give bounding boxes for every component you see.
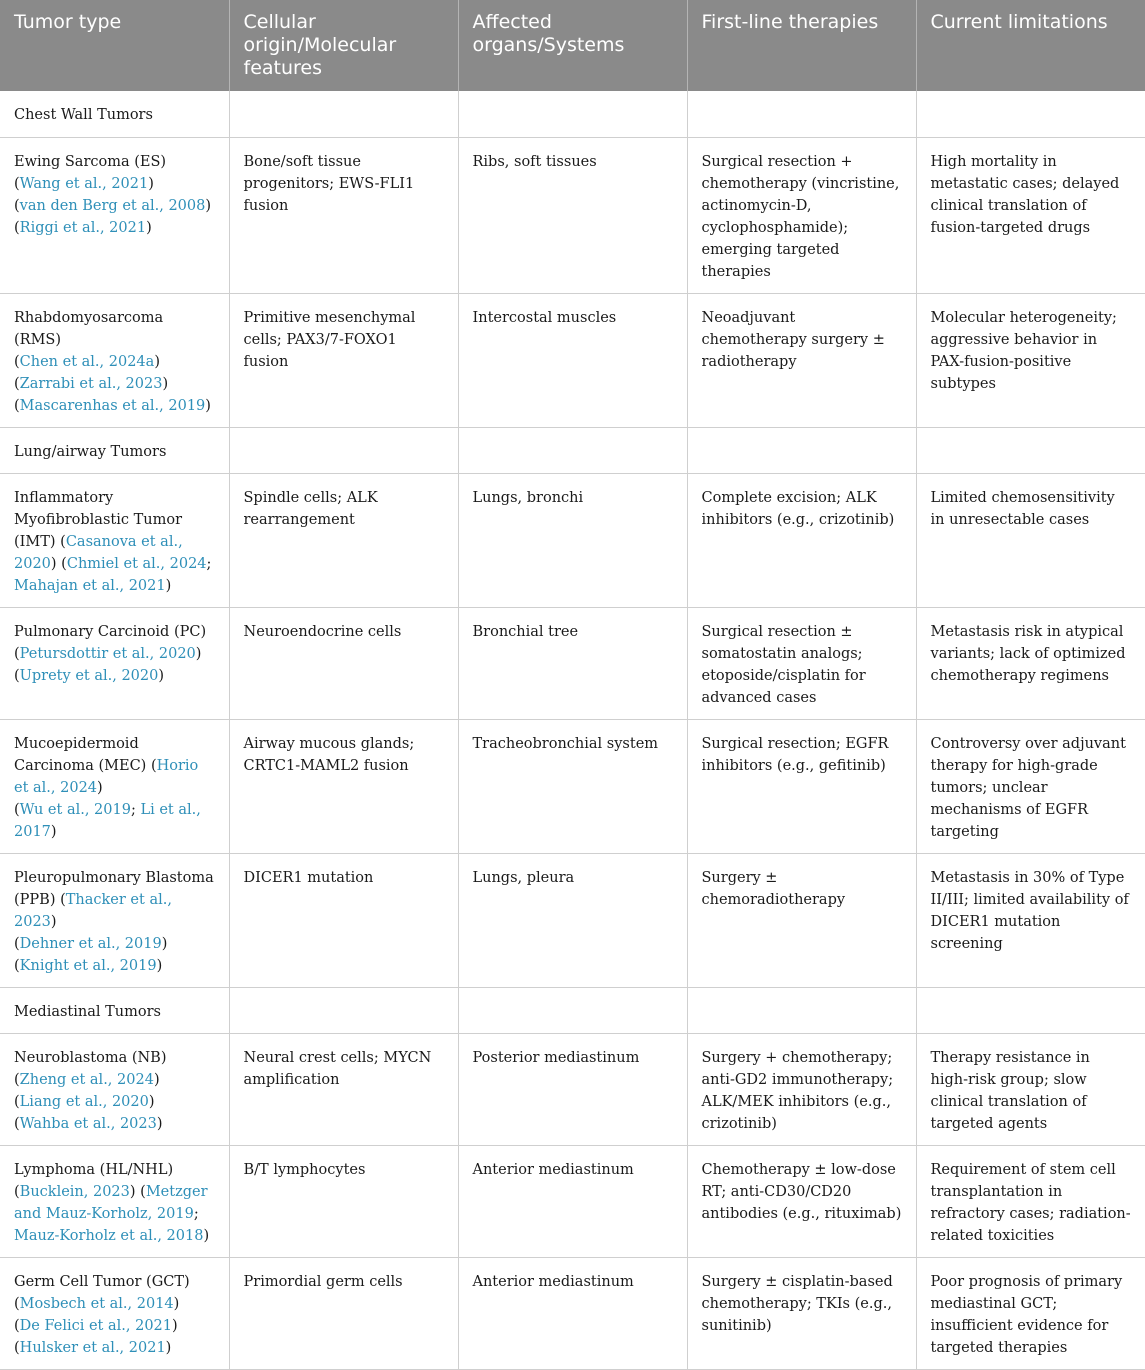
header-first-line-therapies: First-line therapies	[687, 0, 916, 91]
citation-link[interactable]: De Felici et al., 2021	[19, 1317, 173, 1334]
tumor-text: )	[156, 1115, 163, 1132]
citation-link[interactable]: Zheng et al., 2024	[19, 1071, 154, 1088]
empty-cell	[458, 987, 687, 1033]
empty-cell	[458, 427, 687, 473]
citation-link[interactable]: van den Berg et al., 2008	[19, 197, 206, 214]
tumor-text: (	[14, 1317, 20, 1334]
tumor-text: )	[173, 1295, 180, 1312]
section-label: Lung/airway Tumors	[0, 427, 229, 473]
cell-first-line-therapies: Surgical resection + chemotherapy (vincristine, actinomycin-D, cyclophosphamide); emerging targeted therapies	[687, 137, 916, 293]
cell-affected-organs: Tracheobronchial system	[458, 719, 687, 853]
cell-first-line-therapies: Surgical resection ± somatostatin analogs; etoposide/cisplatin for advanced cases	[687, 607, 916, 719]
tumor-text: (	[14, 667, 20, 684]
tumor-text: Neuroblastoma (NB)	[14, 1049, 167, 1066]
table-row	[0, 719, 1145, 853]
cell-affected-organs: Lungs, pleura	[458, 853, 687, 987]
cell-cellular-origin: Primordial germ cells	[229, 1257, 458, 1369]
tumor-text: )	[205, 197, 212, 214]
cell-current-limitations: High mortality in metastatic cases; delayed clinical translation of fusion-targeted drugs	[916, 137, 1145, 293]
empty-cell	[229, 91, 458, 137]
citation-link[interactable]: Wu et al., 2019	[19, 801, 131, 818]
cell-tumor-type	[0, 607, 229, 719]
tumor-text: )	[195, 645, 202, 662]
cell-affected-organs: Anterior mediastinum	[458, 1145, 687, 1257]
cell-cellular-origin: Bone/soft tissue progenitors; EWS-FLI1 fusion	[229, 137, 458, 293]
tumor-text: Pulmonary Carcinoid (PC)	[14, 623, 207, 640]
header-tumor-type: Tumor type	[0, 0, 229, 91]
cell-first-line-therapies: Surgery ± chemoradiotherapy	[687, 853, 916, 987]
tumor-text: ;	[206, 555, 212, 572]
cell-current-limitations: Controversy over adjuvant therapy for high-grade tumors; unclear mechanisms of EGFR targeting	[916, 719, 1145, 853]
tumor-text: )	[148, 175, 154, 192]
cell-tumor-type	[0, 137, 229, 293]
tumor-text: (	[14, 957, 20, 974]
citation-link[interactable]: Chmiel et al., 2024	[66, 555, 207, 572]
cell-cellular-origin: Neuroendocrine cells	[229, 607, 458, 719]
citation-link[interactable]: Mahajan et al., 2021	[14, 577, 166, 594]
cell-cellular-origin: Neural crest cells; MYCN amplification	[229, 1033, 458, 1145]
citation-link[interactable]: Chen et al., 2024a	[19, 353, 155, 370]
cell-cellular-origin: Spindle cells; ALK rearrangement	[229, 473, 458, 607]
section-label: Mediastinal Tumors	[0, 987, 229, 1033]
tumor-text: Inflammatory Myofibroblastic Tumor (IMT) (	[14, 489, 183, 550]
table-row	[0, 607, 1145, 719]
tumor-text: )	[50, 823, 57, 840]
cell-cellular-origin: B/T lymphocytes	[229, 1145, 458, 1257]
cell-cellular-origin: DICER1 mutation	[229, 853, 458, 987]
cell-cellular-origin: Airway mucous glands; CRTC1-MAML2 fusion	[229, 719, 458, 853]
tumor-text: )	[162, 375, 169, 392]
empty-cell	[916, 987, 1145, 1033]
tumor-text: (	[14, 197, 20, 214]
cell-affected-organs: Intercostal muscles	[458, 293, 687, 427]
header-cellular-origin: Cellular origin/Molecular features	[229, 0, 458, 91]
table-header	[0, 0, 1145, 91]
empty-cell	[229, 987, 458, 1033]
tumor-text: )	[165, 1339, 172, 1356]
tumor-text: Lymphoma (HL/NHL)	[14, 1161, 174, 1178]
citation-link[interactable]: Riggi et al., 2021	[19, 219, 147, 236]
cell-tumor-type	[0, 719, 229, 853]
tumor-text: (	[14, 935, 20, 952]
citation-link[interactable]: Thacker et al., 2023	[14, 891, 172, 930]
citation-link[interactable]: Petursdottir et al., 2020	[19, 645, 196, 662]
tumor-text: ;	[193, 1205, 199, 1222]
empty-cell	[687, 427, 916, 473]
header-row	[0, 0, 1145, 91]
tumor-text: (	[14, 801, 20, 818]
tumor-text: (	[14, 1093, 20, 1110]
section-row	[0, 91, 1145, 137]
citation-link[interactable]: Mauz-Korholz et al., 2018	[14, 1227, 204, 1244]
table-row	[0, 1257, 1145, 1369]
citation-link[interactable]: Mosbech et al., 2014	[19, 1295, 174, 1312]
empty-cell	[687, 987, 916, 1033]
tumor-text: )	[148, 1093, 155, 1110]
cell-current-limitations: Metastasis risk in atypical variants; lack of optimized chemotherapy regimens	[916, 607, 1145, 719]
citation-link[interactable]: Mascarenhas et al., 2019	[19, 397, 206, 414]
section-row	[0, 427, 1145, 473]
tumor-text: )	[156, 957, 163, 974]
cell-affected-organs: Ribs, soft tissues	[458, 137, 687, 293]
table-row	[0, 853, 1145, 987]
tumor-text: )	[97, 779, 103, 796]
citation-link[interactable]: Bucklein, 2023	[19, 1183, 130, 1200]
citation-link[interactable]: Wahba et al., 2023	[19, 1115, 157, 1132]
tumor-text: (	[14, 175, 20, 192]
table-row	[0, 1033, 1145, 1145]
section-row	[0, 987, 1145, 1033]
tumor-text: (	[14, 1183, 20, 1200]
empty-cell	[916, 91, 1145, 137]
cell-tumor-type	[0, 1257, 229, 1369]
tumor-text: ) (	[129, 1183, 146, 1200]
citation-link[interactable]: Li et al., 2017	[14, 801, 201, 840]
citation-link[interactable]: Zarrabi et al., 2023	[19, 375, 163, 392]
tumor-text: Rhabdomyosarcoma (RMS)	[14, 309, 164, 348]
table-row	[0, 1145, 1145, 1257]
tumor-text: (	[14, 1071, 20, 1088]
tumor-text: (	[14, 397, 20, 414]
cell-first-line-therapies: Complete excision; ALK inhibitors (e.g., crizotinib)	[687, 473, 916, 607]
cell-affected-organs: Anterior mediastinum	[458, 1257, 687, 1369]
cell-current-limitations: Metastasis in 30% of Type II/III; limited availability of DICER1 mutation screening	[916, 853, 1145, 987]
cell-first-line-therapies: Surgical resection; EGFR inhibitors (e.g., gefitinib)	[687, 719, 916, 853]
section-label: Chest Wall Tumors	[0, 91, 229, 137]
citation-link[interactable]: Wang et al., 2021	[19, 175, 149, 192]
empty-cell	[916, 427, 1145, 473]
tumor-text: (	[14, 645, 20, 662]
tumor-text: (	[14, 1295, 20, 1312]
cell-current-limitations: Requirement of stem cell transplantation in refractory cases; radiation-related toxicities	[916, 1145, 1145, 1257]
cell-tumor-type	[0, 1033, 229, 1145]
citation-link[interactable]: Liang et al., 2020	[19, 1093, 149, 1110]
tumor-text: Pleuropulmonary Blastoma (PPB) (	[14, 869, 214, 908]
cell-current-limitations: Molecular heterogeneity; aggressive behavior in PAX-fusion-positive subtypes	[916, 293, 1145, 427]
tumor-text: (	[14, 1115, 20, 1132]
cell-tumor-type	[0, 1145, 229, 1257]
cell-tumor-type	[0, 293, 229, 427]
tumor-text: )	[205, 397, 211, 414]
tumor-text: )	[153, 1071, 160, 1088]
tumor-text: (	[14, 219, 20, 236]
table-body	[0, 91, 1145, 1369]
tumor-text: (	[14, 353, 20, 370]
cell-first-line-therapies: Surgery + chemotherapy; anti-GD2 immunotherapy; ALK/MEK inhibitors (e.g., crizotinib)	[687, 1033, 916, 1145]
citation-link[interactable]: Dehner et al., 2019	[19, 935, 162, 952]
cell-tumor-type	[0, 473, 229, 607]
cell-tumor-type	[0, 853, 229, 987]
table-row	[0, 473, 1145, 607]
table-row	[0, 293, 1145, 427]
cell-affected-organs: Posterior mediastinum	[458, 1033, 687, 1145]
tumor-text: )	[203, 1227, 210, 1244]
tumor-text: (	[14, 1339, 20, 1356]
tumor-text: )	[165, 577, 172, 594]
citation-link[interactable]: Uprety et al., 2020	[19, 667, 159, 684]
tumor-text: )	[146, 219, 152, 236]
cell-current-limitations: Limited chemosensitivity in unresectable cases	[916, 473, 1145, 607]
tumor-text: )	[50, 913, 57, 930]
cell-affected-organs: Lungs, bronchi	[458, 473, 687, 607]
tumor-text: )	[161, 935, 168, 952]
table-row	[0, 137, 1145, 293]
empty-cell	[458, 91, 687, 137]
cell-first-line-therapies: Neoadjuvant chemotherapy surgery ± radiotherapy	[687, 293, 916, 427]
cell-first-line-therapies: Surgery ± cisplatin-based chemotherapy; TKIs (e.g., sunitinib)	[687, 1257, 916, 1369]
tumor-text: Mucoepidermoid Carcinoma (MEC) (	[14, 735, 157, 774]
citation-link[interactable]: Metzger and Mauz-Korholz, 2019	[14, 1183, 208, 1222]
empty-cell	[687, 91, 916, 137]
citation-link[interactable]: Casanova et al., 2020	[14, 533, 183, 572]
cell-first-line-therapies: Chemotherapy ± low-dose RT; anti-CD30/CD20 antibodies (e.g., rituximab)	[687, 1145, 916, 1257]
cell-affected-organs: Bronchial tree	[458, 607, 687, 719]
tumor-text: ;	[130, 801, 141, 818]
tumor-text: )	[172, 1317, 178, 1334]
tumor-text: (	[14, 375, 20, 392]
tumor-text: )	[158, 667, 165, 684]
tumor-text: Germ Cell Tumor (GCT)	[14, 1273, 190, 1290]
header-affected-organs: Affected organs/Systems	[458, 0, 687, 91]
tumor-text: Ewing Sarcoma (ES)	[14, 153, 167, 170]
header-current-limitations: Current limitations	[916, 0, 1145, 91]
citation-link[interactable]: Knight et al., 2019	[19, 957, 157, 974]
empty-cell	[229, 427, 458, 473]
cell-current-limitations: Poor prognosis of primary mediastinal GCT; insufficient evidence for targeted therapies	[916, 1257, 1145, 1369]
cell-current-limitations: Therapy resistance in high-risk group; slow clinical translation of targeted agents	[916, 1033, 1145, 1145]
citation-link[interactable]: Hulsker et al., 2021	[19, 1339, 166, 1356]
citation-link[interactable]: Horio et al., 2024	[14, 757, 199, 796]
tumor-text: ) (	[50, 555, 67, 572]
tumor-text: )	[154, 353, 160, 370]
cell-cellular-origin: Primitive mesenchymal cells; PAX3/7-FOXO1 fusion	[229, 293, 458, 427]
